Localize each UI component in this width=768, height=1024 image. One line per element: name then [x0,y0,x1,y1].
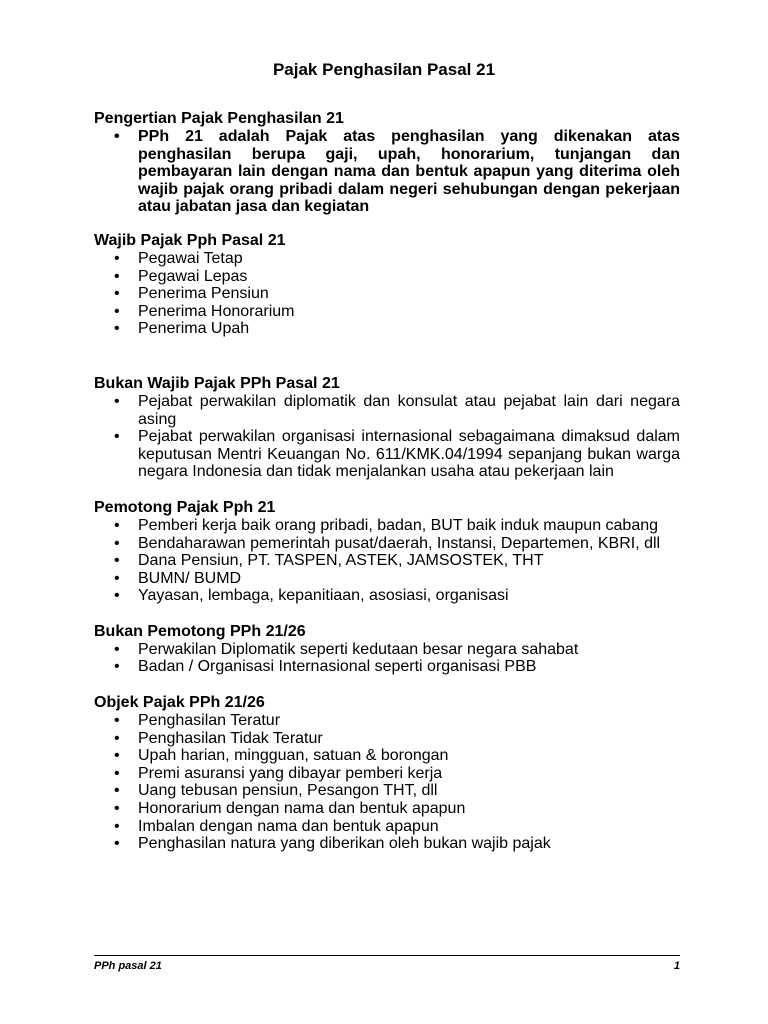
bullet-icon: • [114,392,120,410]
list-item: • Badan / Organisasi Internasional seperti organisasi PBB [114,658,537,676]
bullet-icon: • [114,249,120,267]
list-item: • Pegawai Lepas [114,267,248,285]
bullet-icon: • [114,552,120,570]
bullet-icon: • [114,817,120,835]
footer-divider [94,955,680,956]
section-heading: Objek Pajak PPh 21/26 [94,694,265,712]
list-item: • Uang tebusan pensiun, Pesangon THT, dll [114,782,438,800]
list-item: • Penghasilan Tidak Teratur [114,729,323,747]
bullet-icon: • [114,428,120,446]
section-wajib-pajak [94,232,680,338]
list-item: • Pemberi kerja baik orang pribadi, badan, BUT baik induk maupun cabang [114,516,659,534]
list-item: • BUMN/ BUMD [114,569,242,587]
list-item: • Penerima Pensiun [114,285,269,303]
list-item: • Penghasilan natura yang diberikan oleh bukan wajib pajak [114,835,551,853]
section-heading: Bukan Wajib Pajak PPh Pasal 21 [94,374,340,392]
bullet-icon: • [114,658,120,676]
bullet-icon: • [114,764,120,782]
section-pengertian [94,110,680,216]
bullet-icon: • [114,302,120,320]
footer-label: PPh pasal 21 [94,960,162,972]
bullet-icon: • [114,587,120,605]
bullet-icon: • [114,516,120,534]
list-item: • PPh 21 adalah Pajak atas penghasilan yang dikenakan atas penghasilan berupa gaji, upah, honorarium, tunjangan dan pembayaran lain dengan nama dan bentuk apapun yang diterima oleh wajib pajak orang pribadi dalam negeri sehubungan dengan pekerjaan atau jabatan jasa dan kegiatan [114,128,680,216]
section-heading: Wajib Pajak Pph Pasal 21 [94,231,286,249]
section-bukan-wajib-pajak [94,375,680,481]
list-item: • Pejabat perwakilan organisasi internasional sebagaimana dimaksud dalam keputusan Mentri Keuangan No. 611/KMK.04/1994 sepanjang bukan warga negara Indonesia dan tidak menjalankan usaha atau pekerjaan lain [114,428,680,481]
page-title: Pajak Penghasilan Pasal 21 [272,60,496,79]
list-item: • Penghasilan Teratur [114,712,281,730]
list-item: • Perwakilan Diplomatik seperti kedutaan besar negara sahabat [114,640,579,658]
section-pemotong-pajak [94,499,680,605]
bullet-list [94,641,680,676]
section-heading: Bukan Pemotong PPh 21/26 [94,622,306,640]
list-item: • Penerima Upah [114,320,250,338]
bullet-icon: • [114,285,120,303]
section-heading: Pengertian Pajak Penghasilan 21 [94,110,344,127]
bullet-icon: • [114,712,120,730]
bullet-list [94,712,680,853]
bullet-icon: • [114,835,120,853]
bullet-icon: • [114,747,120,765]
page-number: 1 [673,960,680,972]
bullet-icon: • [114,320,120,338]
bullet-icon: • [114,267,120,285]
bullet-icon: • [114,569,120,587]
section-objek-pajak [94,694,680,853]
list-item: • Yayasan, lembaga, kepanitiaan, asosiasi, organisasi [114,587,509,605]
bullet-list [94,393,680,481]
list-item: • Dana Pensiun, PT. TASPEN, ASTEK, JAMSOSTEK, THT [114,552,544,570]
document-body [94,110,680,853]
bullet-icon: • [114,782,120,800]
bullet-icon: • [114,800,120,818]
section-bukan-pemotong [94,623,680,676]
section-heading: Pemotong Pajak Pph 21 [94,498,276,516]
list-item: • Pejabat perwakilan diplomatik dan konsulat atau pejabat lain dari negara asing [114,392,680,428]
bullet-icon: • [114,534,120,552]
bullet-icon: • [114,729,120,747]
bullet-list [94,250,680,338]
bullet-icon: • [114,128,120,145]
bullet-list [94,517,680,605]
bullet-icon: • [114,640,120,658]
list-item: • Pegawai Tetap [114,249,243,267]
list-item: • Penerima Honorarium [114,302,295,320]
list-item: • Bendaharawan pemerintah pusat/daerah, Instansi, Departemen, KBRI, dll [114,534,661,552]
list-item: • Honorarium dengan nama dan bentuk apapun [114,800,466,818]
list-item: • Premi asuransi yang dibayar pemberi kerja [114,764,443,782]
list-item: • Upah harian, mingguan, satuan & borongan [114,747,449,765]
bullet-list [94,128,680,216]
list-item: • Imbalan dengan nama dan bentuk apapun [114,817,439,835]
